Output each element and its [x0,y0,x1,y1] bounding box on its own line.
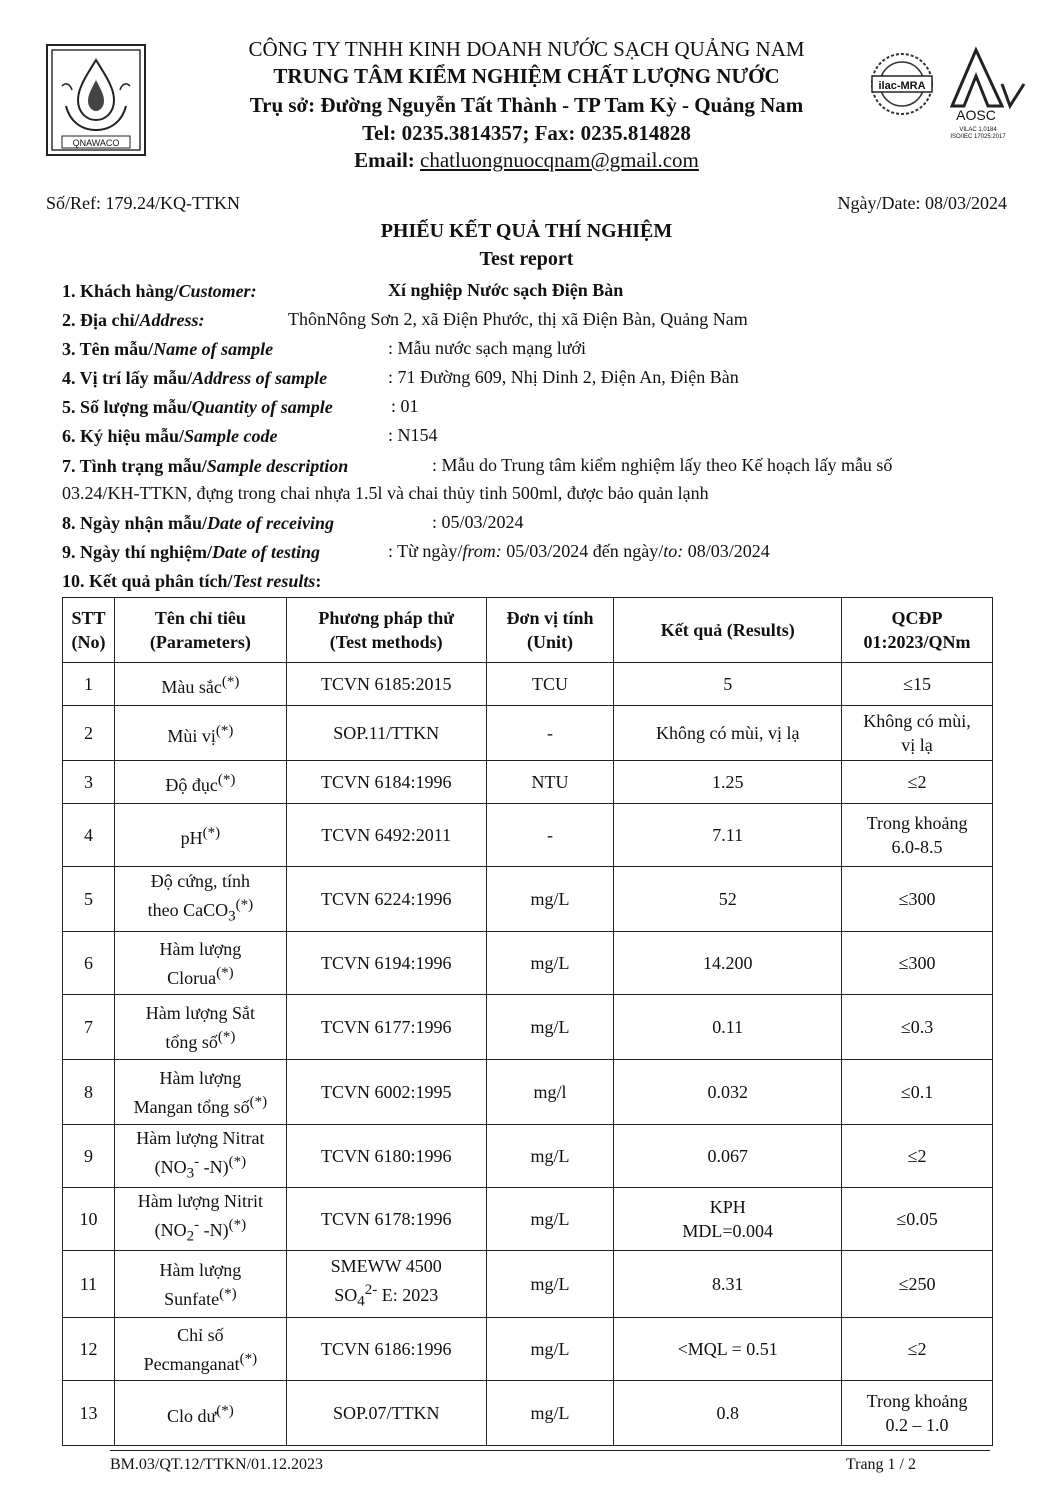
row-result: 0.032 [614,1060,842,1125]
row-unit: mg/L [486,1188,614,1251]
report-title: PHIẾU KẾT QUẢ THÍ NGHIỆM [380,220,673,242]
form-code: BM.03/QT.12/TTKN/01.12.2023 [110,1456,324,1473]
row-no: 8 [63,1060,115,1125]
page-number: Trang 1 / 2 [845,1456,916,1473]
table-row [63,1251,993,1318]
row-result: 0.067 [614,1125,842,1188]
table-row [63,1060,993,1125]
sample-name-line: 3. Tên mẫu/Name of sample [62,339,274,359]
quantity-value: : 01 [391,396,419,416]
row-limit: ≤2 [842,1318,993,1381]
header-stt: STT (No) [63,598,115,663]
testing-value: : Từ ngày/from: 05/03/2024 đến ngày/to: 08/03/2024 [388,541,770,561]
row-no: 3 [63,761,115,804]
row-method: TCVN 6185:2015 [286,663,486,706]
row-unit: mg/L [486,1381,614,1446]
row-parameter: Hàm lượng Nitrat ($NO_3^-$ -N)(*) [114,1125,286,1188]
row-parameter: Hàm lượng Nitrit ($NO_2^-$ -N)(*) [114,1188,286,1251]
row-no: 7 [63,995,115,1060]
row-result: KPH MDL=0.004 [614,1188,842,1251]
row-limit: Trong khoảng 6.0-8.5 [842,804,993,867]
vilas-text: VILAC 1.0184 [959,127,997,133]
company-address: Trụ sở: Đường Nguyễn Tất Thành - TP Tam Kỳ - Quảng Nam [249,93,804,117]
row-parameter: Clo dư(*) [114,1381,286,1446]
row-limit: Không có mùi, vị lạ [842,706,993,761]
row-result: 5 [614,663,842,706]
row-unit: mg/L [486,932,614,995]
row-limit: Trong khoảng 0.2 – 1.0 [842,1381,993,1446]
company-email-line [0,147,1053,173]
footer-divider [110,1450,990,1451]
receiving-line: 8. Ngày nhận mẫu/Date of receiving [62,513,335,533]
sample-location-value: : 71 Đường 609, Nhị Dinh 2, Điện An, Điện Bàn [388,367,739,387]
sample-code-line: 6. Ký hiệu mẫu/Sample code [62,426,278,446]
row-result: 14.200 [614,932,842,995]
row-result: 1.25 [614,761,842,804]
row-result: 8.31 [614,1251,842,1318]
row-parameter: Độ cứng, tính theo CaCO$_3$(*) [114,867,286,932]
center-name: TRUNG TÂM KIỂM NGHIỆM CHẤT LƯỢNG NƯỚC [273,64,780,88]
address-value: ThônNông Sơn 2, xã Điện Phước, thị xã Điện Bàn, Quảng Nam [288,309,748,329]
row-parameter: Hàm lượng Sắt tổng số(*) [114,995,286,1060]
logo-text: QNAWACO [72,138,120,148]
row-unit: mg/L [486,1251,614,1318]
address-line: 2. Địa chỉ/Address: [62,310,205,330]
row-no: 13 [63,1381,115,1446]
email-label: Email: [354,148,421,172]
table-row [63,761,993,804]
table-row [63,1188,993,1251]
report-title-en: Test report [479,248,574,270]
quantity-line: 5. Số lượng mẫu/Quantity of sample [62,397,333,417]
row-method: TCVN 6177:1996 [286,995,486,1060]
row-result: <MQL = 0.51 [614,1318,842,1381]
row-result: Không có mùi, vị lạ [614,706,842,761]
table-row [63,706,993,761]
sample-name-value: : Mẫu nước sạch mạng lưới [388,338,587,358]
row-method: TCVN 6492:2011 [286,804,486,867]
email-link[interactable]: chatluongnuocqnam@gmail.com [420,148,699,172]
row-method: TCVN 6180:1996 [286,1125,486,1188]
row-method: TCVN 6186:1996 [286,1318,486,1381]
row-limit: ≤300 [842,932,993,995]
row-result: 0.11 [614,995,842,1060]
table-row [63,1318,993,1381]
row-result: 0.8 [614,1381,842,1446]
row-method: SMEWW 4500 $SO_4^{2-}$ E: 2023 [286,1251,486,1318]
row-unit: - [486,706,614,761]
row-limit: ≤2 [842,1125,993,1188]
row-limit: ≤15 [842,663,993,706]
table-row [63,932,993,995]
row-unit: TCU [486,663,614,706]
row-method: TCVN 6178:1996 [286,1188,486,1251]
row-no: 10 [63,1188,115,1251]
sample-location-line: 4. Vị trí lấy mẫu/Address of sample [62,368,328,388]
row-unit: mg/L [486,1318,614,1381]
customer-line: 1. Khách hàng/Customer: [62,281,257,301]
row-no: 6 [63,932,115,995]
row-parameter: Hàm lượng Mangan tổng số(*) [114,1060,286,1125]
reference-number: Số/Ref: 179.24/KQ-TTKN [46,193,240,213]
table-header-row [63,598,993,663]
company-phone: Tel: 0235.3814357; Fax: 0235.814828 [362,121,691,145]
row-unit: - [486,804,614,867]
table-row [63,663,993,706]
row-limit: ≤0.3 [842,995,993,1060]
table-row [63,867,993,932]
row-no: 9 [63,1125,115,1188]
header-unit: Đơn vị tính (Unit) [486,598,614,663]
row-unit: mg/L [486,867,614,932]
table-row [63,995,993,1060]
row-limit: ≤0.05 [842,1188,993,1251]
row-method: SOP.11/TTKN [286,706,486,761]
sample-description-value: : Mẫu do Trung tâm kiểm nghiệm lấy theo Kế hoạch lấy mẫu số [432,455,893,475]
results-heading: 10. Kết quả phân tích/Test results: [62,571,322,591]
row-no: 2 [63,706,115,761]
aosc-text: AOSC [956,107,996,123]
table-row [63,1381,993,1446]
row-parameter: pH(*) [114,804,286,867]
row-unit: mg/L [486,1125,614,1188]
receiving-value: : 05/03/2024 [432,512,524,532]
row-parameter: Hàm lượng Clorua(*) [114,932,286,995]
row-parameter: Chỉ số Pecmanganat(*) [114,1318,286,1381]
company-name: CÔNG TY TNHH KINH DOANH NƯỚC SẠCH QUẢNG NAM [248,37,805,61]
row-no: 5 [63,867,115,932]
row-parameter: Mùi vị(*) [114,706,286,761]
row-limit: ≤250 [842,1251,993,1318]
row-method: SOP.07/TTKN [286,1381,486,1446]
table-row [63,804,993,867]
row-unit: NTU [486,761,614,804]
row-method: TCVN 6224:1996 [286,867,486,932]
header-parameter: Tên chỉ tiêu (Parameters) [114,598,286,663]
row-parameter: Hàm lượng Sunfate(*) [114,1251,286,1318]
sample-description-line: 7. Tình trạng mẫu/Sample description [62,456,349,476]
row-method: TCVN 6184:1996 [286,761,486,804]
row-parameter: Màu sắc(*) [114,663,286,706]
row-no: 1 [63,663,115,706]
header-result: Kết quả (Results) [614,598,842,663]
sample-code-value: : N154 [388,425,438,445]
row-result: 7.11 [614,804,842,867]
row-unit: mg/L [486,995,614,1060]
iso-text: ISO/IEC 17025:2017 [950,134,1006,140]
row-limit: ≤300 [842,867,993,932]
testing-line: 9. Ngày thí nghiệm/Date of testing [62,542,321,562]
row-method: TCVN 6194:1996 [286,932,486,995]
row-parameter: Độ đục(*) [114,761,286,804]
header-method: Phương pháp thử (Test methods) [286,598,486,663]
row-limit: ≤2 [842,761,993,804]
row-no: 4 [63,804,115,867]
sample-description-cont: 03.24/KH-TTKN, đựng trong chai nhựa 1.5l và chai thủy tinh 500ml, được bảo quản lạnh [62,483,709,503]
customer-value: Xí nghiệp Nước sạch Điện Bàn [388,280,624,300]
header-limit: QCĐP 01:2023/QNm [842,598,993,663]
row-method: TCVN 6002:1995 [286,1060,486,1125]
report-date: Ngày/Date: 08/03/2024 [837,193,1007,213]
results-table [62,597,993,1446]
ilac-mra-text: ilac-MRA [878,80,926,92]
row-no: 12 [63,1318,115,1381]
row-limit: ≤0.1 [842,1060,993,1125]
row-unit: mg/l [486,1060,614,1125]
table-row [63,1125,993,1188]
row-no: 11 [63,1251,115,1318]
row-result: 52 [614,867,842,932]
